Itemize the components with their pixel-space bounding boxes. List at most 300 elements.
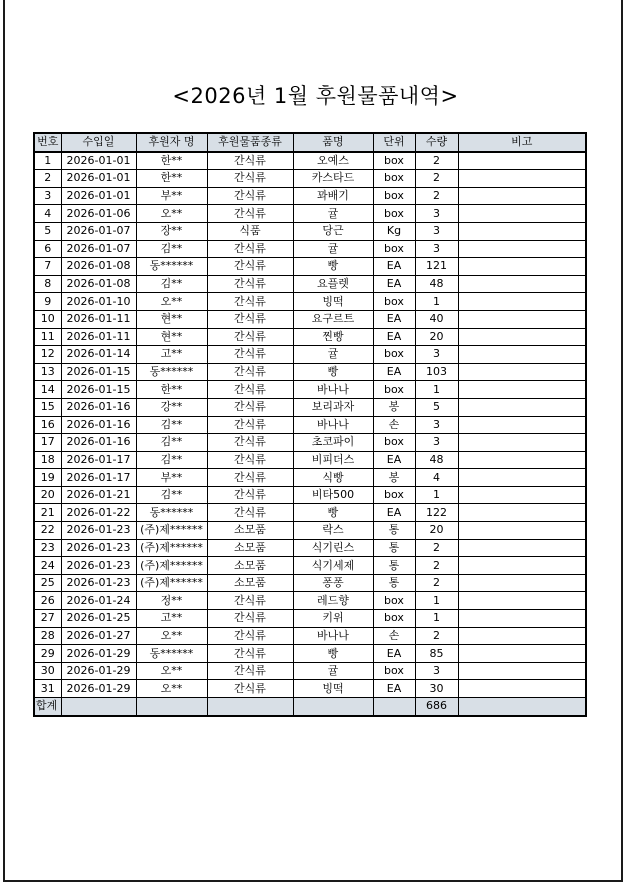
- cell-unit: EA: [373, 645, 415, 663]
- cell-note: [458, 363, 586, 381]
- cell-note: [458, 381, 586, 399]
- table-row: [34, 680, 586, 698]
- table-row: [34, 451, 586, 469]
- cell-quantity: 2: [415, 170, 458, 188]
- cell-item-name: 빵: [293, 504, 373, 522]
- cell-unit: box: [373, 381, 415, 399]
- cell-quantity: 3: [415, 205, 458, 223]
- table-row: [34, 310, 586, 328]
- cell-unit: 봉: [373, 469, 415, 487]
- cell-donor: 강**: [136, 398, 207, 416]
- cell-note: [458, 451, 586, 469]
- cell-item-name: 식빵: [293, 469, 373, 487]
- cell-date: 2026-01-16: [61, 398, 136, 416]
- table-row: [34, 240, 586, 258]
- cell-unit: 통: [373, 522, 415, 540]
- cell-date: 2026-01-17: [61, 469, 136, 487]
- cell-quantity: 48: [415, 451, 458, 469]
- cell-number: 19: [34, 469, 61, 487]
- cell-item-type: 간식류: [207, 205, 293, 223]
- cell-date: 2026-01-23: [61, 557, 136, 575]
- cell-item-name: 레드향: [293, 592, 373, 610]
- cell-note: [458, 222, 586, 240]
- cell-donor: 정**: [136, 592, 207, 610]
- cell-quantity: 1: [415, 381, 458, 399]
- cell-quantity: 121: [415, 258, 458, 276]
- table-row: [34, 416, 586, 434]
- cell-note: [458, 504, 586, 522]
- cell-donor: (주)제******: [136, 557, 207, 575]
- cell-date: 2026-01-21: [61, 486, 136, 504]
- cell-date: 2026-01-29: [61, 662, 136, 680]
- cell-item-type: 간식류: [207, 275, 293, 293]
- cell-donor: 김**: [136, 275, 207, 293]
- cell-date: 2026-01-01: [61, 187, 136, 205]
- cell-date: 2026-01-08: [61, 258, 136, 276]
- cell-item-name: 빵: [293, 645, 373, 663]
- cell-note: [458, 187, 586, 205]
- cell-number: 26: [34, 592, 61, 610]
- cell-date: 2026-01-11: [61, 328, 136, 346]
- cell-number: 7: [34, 258, 61, 276]
- cell-note: [458, 328, 586, 346]
- cell-item-type: 간식류: [207, 469, 293, 487]
- cell-note: [458, 170, 586, 188]
- cell-quantity: 4: [415, 469, 458, 487]
- cell-quantity: 3: [415, 434, 458, 452]
- cell-item-type: 간식류: [207, 627, 293, 645]
- cell-number: 10: [34, 310, 61, 328]
- cell-item-name: 귤: [293, 662, 373, 680]
- cell-item-name: 귤: [293, 240, 373, 258]
- cell-donor: 고**: [136, 610, 207, 628]
- cell-note: [458, 557, 586, 575]
- cell-unit: 손: [373, 416, 415, 434]
- cell-item-name: 락스: [293, 522, 373, 540]
- header-donor: 후원자 명: [136, 133, 207, 152]
- table-row: [34, 469, 586, 487]
- cell-item-name: 빵: [293, 258, 373, 276]
- cell-donor: 오**: [136, 627, 207, 645]
- cell-item-name: 바나나: [293, 416, 373, 434]
- cell-item-name: 빵: [293, 363, 373, 381]
- cell-unit: 통: [373, 539, 415, 557]
- cell-number: 5: [34, 222, 61, 240]
- cell-note: [458, 680, 586, 698]
- cell-quantity: 20: [415, 328, 458, 346]
- table-row: [34, 346, 586, 364]
- cell-item-name: 찐빵: [293, 328, 373, 346]
- cell-donor: 한**: [136, 152, 207, 170]
- table-row: [34, 592, 586, 610]
- cell-note: [458, 152, 586, 170]
- cell-date: 2026-01-15: [61, 363, 136, 381]
- cell-quantity: 3: [415, 662, 458, 680]
- cell-quantity: 3: [415, 240, 458, 258]
- cell-donor: 한**: [136, 170, 207, 188]
- cell-note: [458, 293, 586, 311]
- cell-note: [458, 434, 586, 452]
- cell-number: 2: [34, 170, 61, 188]
- cell-donor: 고**: [136, 346, 207, 364]
- cell-item-type: 간식류: [207, 328, 293, 346]
- cell-donor: 동******: [136, 645, 207, 663]
- cell-item-name: 퐁퐁: [293, 574, 373, 592]
- cell-item-name: 비피더스: [293, 451, 373, 469]
- table-row: [34, 522, 586, 540]
- cell-donor: 김**: [136, 434, 207, 452]
- cell-item-name: 당근: [293, 222, 373, 240]
- cell-unit: EA: [373, 310, 415, 328]
- cell-number: 22: [34, 522, 61, 540]
- cell-unit: EA: [373, 451, 415, 469]
- cell-unit: EA: [373, 680, 415, 698]
- cell-quantity: 2: [415, 627, 458, 645]
- cell-item-name: 요플렛: [293, 275, 373, 293]
- cell-donor: 부**: [136, 469, 207, 487]
- cell-item-type: 간식류: [207, 187, 293, 205]
- table-row: [34, 504, 586, 522]
- cell-item-type: 간식류: [207, 152, 293, 170]
- total-empty-cell: [207, 698, 293, 716]
- cell-date: 2026-01-15: [61, 381, 136, 399]
- cell-number: 11: [34, 328, 61, 346]
- cell-note: [458, 240, 586, 258]
- cell-note: [458, 645, 586, 663]
- cell-unit: box: [373, 610, 415, 628]
- table-row: [34, 486, 586, 504]
- cell-item-type: 간식류: [207, 592, 293, 610]
- table-row: [34, 152, 586, 170]
- donation-table: [33, 132, 587, 717]
- cell-note: [458, 592, 586, 610]
- cell-unit: 통: [373, 574, 415, 592]
- cell-note: [458, 416, 586, 434]
- cell-unit: EA: [373, 275, 415, 293]
- table-row: [34, 293, 586, 311]
- cell-donor: 부**: [136, 187, 207, 205]
- cell-date: 2026-01-27: [61, 627, 136, 645]
- cell-number: 17: [34, 434, 61, 452]
- table-row: [34, 275, 586, 293]
- cell-donor: 현**: [136, 328, 207, 346]
- cell-unit: 봉: [373, 398, 415, 416]
- cell-number: 28: [34, 627, 61, 645]
- total-quantity: 686: [415, 698, 458, 716]
- cell-note: [458, 310, 586, 328]
- cell-item-name: 귤: [293, 205, 373, 223]
- cell-unit: box: [373, 486, 415, 504]
- cell-note: [458, 662, 586, 680]
- cell-donor: (주)제******: [136, 539, 207, 557]
- cell-item-type: 간식류: [207, 451, 293, 469]
- cell-item-type: 간식류: [207, 310, 293, 328]
- cell-note: [458, 205, 586, 223]
- cell-item-type: 식품: [207, 222, 293, 240]
- cell-unit: box: [373, 293, 415, 311]
- table-row: [34, 170, 586, 188]
- cell-donor: 동******: [136, 258, 207, 276]
- cell-quantity: 3: [415, 416, 458, 434]
- cell-number: 27: [34, 610, 61, 628]
- cell-quantity: 30: [415, 680, 458, 698]
- total-empty-cell: [373, 698, 415, 716]
- cell-number: 24: [34, 557, 61, 575]
- cell-note: [458, 574, 586, 592]
- cell-item-type: 간식류: [207, 504, 293, 522]
- cell-unit: 통: [373, 557, 415, 575]
- cell-item-type: 간식류: [207, 662, 293, 680]
- cell-unit: box: [373, 152, 415, 170]
- cell-number: 15: [34, 398, 61, 416]
- cell-item-type: 소모품: [207, 522, 293, 540]
- cell-date: 2026-01-22: [61, 504, 136, 522]
- table-row: [34, 381, 586, 399]
- cell-donor: 김**: [136, 240, 207, 258]
- cell-unit: box: [373, 592, 415, 610]
- cell-unit: box: [373, 346, 415, 364]
- document-title: <2026년 1월 후원물품내역>: [172, 84, 459, 108]
- cell-unit: box: [373, 434, 415, 452]
- cell-quantity: 85: [415, 645, 458, 663]
- cell-item-type: 간식류: [207, 645, 293, 663]
- cell-unit: EA: [373, 258, 415, 276]
- table-row: [34, 557, 586, 575]
- cell-quantity: 1: [415, 610, 458, 628]
- table-row: [34, 610, 586, 628]
- cell-date: 2026-01-23: [61, 522, 136, 540]
- cell-item-name: 요구르트: [293, 310, 373, 328]
- cell-donor: (주)제******: [136, 522, 207, 540]
- cell-item-type: 간식류: [207, 258, 293, 276]
- total-empty-cell: [293, 698, 373, 716]
- cell-item-name: 카스타드: [293, 170, 373, 188]
- cell-date: 2026-01-17: [61, 451, 136, 469]
- table-row: [34, 258, 586, 276]
- cell-donor: 장**: [136, 222, 207, 240]
- cell-quantity: 2: [415, 539, 458, 557]
- cell-date: 2026-01-11: [61, 310, 136, 328]
- cell-note: [458, 258, 586, 276]
- cell-unit: box: [373, 240, 415, 258]
- cell-unit: EA: [373, 504, 415, 522]
- table-row: [34, 662, 586, 680]
- header-date: 수입일: [61, 133, 136, 152]
- cell-item-name: 바나나: [293, 381, 373, 399]
- cell-date: 2026-01-24: [61, 592, 136, 610]
- cell-date: 2026-01-08: [61, 275, 136, 293]
- cell-number: 3: [34, 187, 61, 205]
- table-row: [34, 222, 586, 240]
- cell-date: 2026-01-01: [61, 152, 136, 170]
- cell-unit: EA: [373, 328, 415, 346]
- cell-date: 2026-01-16: [61, 434, 136, 452]
- cell-number: 31: [34, 680, 61, 698]
- total-empty-cell: [136, 698, 207, 716]
- cell-quantity: 2: [415, 187, 458, 205]
- cell-donor: 동******: [136, 504, 207, 522]
- table-body: [34, 152, 586, 698]
- table-row: [34, 205, 586, 223]
- cell-item-type: 간식류: [207, 610, 293, 628]
- cell-quantity: 2: [415, 152, 458, 170]
- table-header-row: [34, 133, 586, 152]
- cell-note: [458, 275, 586, 293]
- cell-number: 12: [34, 346, 61, 364]
- cell-item-name: 오예스: [293, 152, 373, 170]
- cell-item-type: 소모품: [207, 557, 293, 575]
- table-row: [34, 627, 586, 645]
- cell-unit: box: [373, 205, 415, 223]
- cell-donor: 오**: [136, 205, 207, 223]
- cell-item-type: 소모품: [207, 539, 293, 557]
- table-total-row: [34, 698, 586, 716]
- cell-number: 30: [34, 662, 61, 680]
- cell-date: 2026-01-06: [61, 205, 136, 223]
- cell-date: 2026-01-23: [61, 574, 136, 592]
- header-quantity: 수량: [415, 133, 458, 152]
- cell-item-type: 간식류: [207, 363, 293, 381]
- cell-quantity: 1: [415, 486, 458, 504]
- cell-item-name: 귤: [293, 346, 373, 364]
- table-row: [34, 398, 586, 416]
- cell-unit: box: [373, 662, 415, 680]
- cell-number: 9: [34, 293, 61, 311]
- header-item-type: 후원물품종류: [207, 133, 293, 152]
- cell-unit: 손: [373, 627, 415, 645]
- cell-item-type: 간식류: [207, 381, 293, 399]
- cell-quantity: 3: [415, 346, 458, 364]
- cell-date: 2026-01-14: [61, 346, 136, 364]
- total-label: 합계: [34, 698, 61, 716]
- cell-donor: 동******: [136, 363, 207, 381]
- cell-quantity: 3: [415, 222, 458, 240]
- cell-number: 13: [34, 363, 61, 381]
- cell-date: 2026-01-01: [61, 170, 136, 188]
- cell-quantity: 5: [415, 398, 458, 416]
- cell-item-name: 빙떡: [293, 293, 373, 311]
- cell-note: [458, 346, 586, 364]
- cell-number: 8: [34, 275, 61, 293]
- cell-donor: 한**: [136, 381, 207, 399]
- cell-date: 2026-01-29: [61, 645, 136, 663]
- cell-donor: 오**: [136, 293, 207, 311]
- cell-note: [458, 610, 586, 628]
- cell-donor: 김**: [136, 416, 207, 434]
- cell-quantity: 122: [415, 504, 458, 522]
- cell-item-name: 식기세제: [293, 557, 373, 575]
- cell-donor: 현**: [136, 310, 207, 328]
- cell-item-name: 식기린스: [293, 539, 373, 557]
- table-row: [34, 328, 586, 346]
- cell-note: [458, 539, 586, 557]
- cell-date: 2026-01-25: [61, 610, 136, 628]
- cell-donor: 김**: [136, 486, 207, 504]
- cell-note: [458, 486, 586, 504]
- cell-date: 2026-01-16: [61, 416, 136, 434]
- cell-date: 2026-01-29: [61, 680, 136, 698]
- table-row: [34, 434, 586, 452]
- cell-item-type: 소모품: [207, 574, 293, 592]
- cell-quantity: 48: [415, 275, 458, 293]
- cell-number: 29: [34, 645, 61, 663]
- cell-note: [458, 398, 586, 416]
- cell-item-name: 보리과자: [293, 398, 373, 416]
- cell-donor: 오**: [136, 680, 207, 698]
- cell-item-type: 간식류: [207, 398, 293, 416]
- cell-quantity: 2: [415, 557, 458, 575]
- cell-date: 2026-01-07: [61, 222, 136, 240]
- cell-unit: EA: [373, 363, 415, 381]
- cell-item-name: 비타500: [293, 486, 373, 504]
- cell-note: [458, 469, 586, 487]
- cell-item-name: 초코파이: [293, 434, 373, 452]
- cell-date: 2026-01-07: [61, 240, 136, 258]
- cell-unit: box: [373, 187, 415, 205]
- cell-item-type: 간식류: [207, 240, 293, 258]
- cell-item-type: 간식류: [207, 293, 293, 311]
- cell-quantity: 1: [415, 592, 458, 610]
- header-unit: 단위: [373, 133, 415, 152]
- header-number: 번호: [34, 133, 61, 152]
- cell-number: 6: [34, 240, 61, 258]
- cell-quantity: 103: [415, 363, 458, 381]
- cell-quantity: 2: [415, 574, 458, 592]
- cell-quantity: 40: [415, 310, 458, 328]
- cell-item-name: 키위: [293, 610, 373, 628]
- cell-number: 20: [34, 486, 61, 504]
- cell-number: 4: [34, 205, 61, 223]
- header-note: 비고: [458, 133, 586, 152]
- table-row: [34, 187, 586, 205]
- cell-item-type: 간식류: [207, 434, 293, 452]
- cell-quantity: 20: [415, 522, 458, 540]
- cell-note: [458, 522, 586, 540]
- cell-item-type: 간식류: [207, 680, 293, 698]
- table-row: [34, 645, 586, 663]
- cell-item-type: 간식류: [207, 170, 293, 188]
- cell-unit: box: [373, 170, 415, 188]
- cell-number: 1: [34, 152, 61, 170]
- cell-number: 16: [34, 416, 61, 434]
- total-empty-cell: [61, 698, 136, 716]
- cell-note: [458, 627, 586, 645]
- cell-number: 23: [34, 539, 61, 557]
- table-row: [34, 539, 586, 557]
- cell-item-name: 꽈배기: [293, 187, 373, 205]
- cell-item-name: 바나나: [293, 627, 373, 645]
- cell-date: 2026-01-23: [61, 539, 136, 557]
- cell-quantity: 1: [415, 293, 458, 311]
- cell-item-type: 간식류: [207, 346, 293, 364]
- cell-donor: (주)제******: [136, 574, 207, 592]
- cell-donor: 김**: [136, 451, 207, 469]
- cell-item-type: 간식류: [207, 416, 293, 434]
- cell-date: 2026-01-10: [61, 293, 136, 311]
- cell-item-name: 빙떡: [293, 680, 373, 698]
- table-row: [34, 363, 586, 381]
- table-row: [34, 574, 586, 592]
- header-item-name: 품명: [293, 133, 373, 152]
- cell-item-type: 간식류: [207, 486, 293, 504]
- cell-donor: 오**: [136, 662, 207, 680]
- cell-number: 25: [34, 574, 61, 592]
- cell-unit: Kg: [373, 222, 415, 240]
- cell-number: 14: [34, 381, 61, 399]
- total-empty-cell: [458, 698, 586, 716]
- cell-number: 21: [34, 504, 61, 522]
- cell-number: 18: [34, 451, 61, 469]
